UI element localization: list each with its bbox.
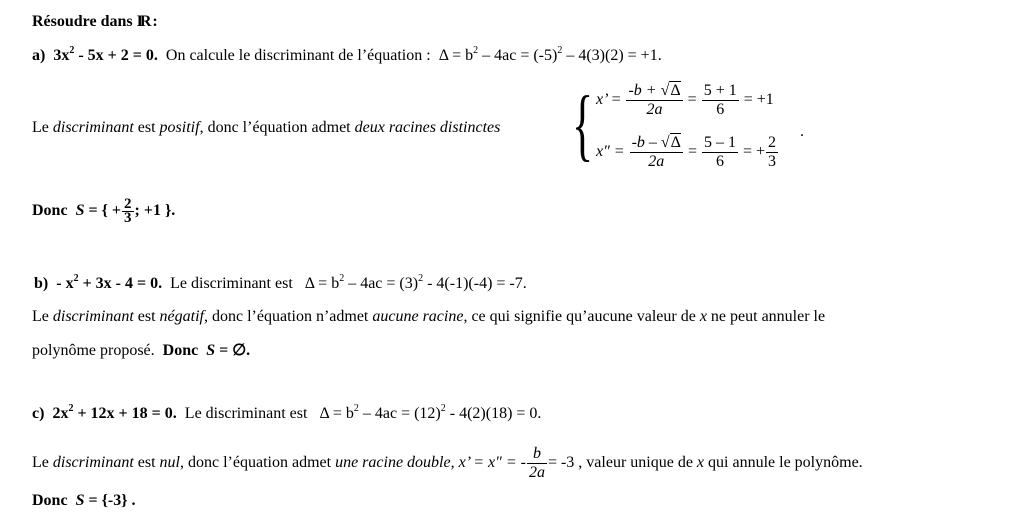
delta-start: Δ = b (319, 405, 354, 422)
eq-rest: - 5x + 2 = 0 (74, 47, 154, 64)
equals: = (687, 143, 697, 161)
part-a-sentence: On calcule le discriminant de l’équation : (165, 47, 431, 64)
text: , donc l’équation n’admet (203, 308, 373, 325)
num-delta: Δ (670, 134, 681, 151)
part-b-sentence: Le discriminant est (170, 275, 293, 292)
delta-mid: – 4ac = (3) (344, 275, 419, 292)
den: 3 (768, 153, 777, 170)
solution-value: = {-3} . (84, 492, 136, 509)
solution-fraction (122, 198, 134, 225)
text: , donc l’équation admet (180, 454, 336, 472)
part-c-equation-line (32, 404, 541, 426)
eq-rest: + 3x - 4 = 0 (78, 275, 159, 292)
den: 6 (716, 153, 724, 170)
title-colon: : (148, 13, 158, 30)
part-b-label: b) (34, 275, 49, 292)
num: b (527, 445, 547, 464)
text: Le (32, 119, 53, 136)
part-a-solution (32, 198, 175, 225)
exponent: 2 (473, 45, 479, 56)
donc-label: Donc (32, 492, 68, 509)
text: Le (32, 454, 53, 472)
root-2-values (702, 134, 738, 171)
part-c-solution (32, 491, 136, 511)
delta-mid: – 4ac = (12) (358, 405, 441, 422)
text: une racine double (335, 454, 451, 472)
text: x (696, 454, 705, 472)
equals: = (687, 91, 697, 109)
part-a-label: a) (32, 47, 46, 64)
solution-post: ; +1 }. (134, 202, 176, 220)
root-2-result-frac (766, 134, 778, 171)
text: discriminant (52, 454, 134, 472)
part-a-equation (53, 47, 158, 64)
eq-term: 3x (53, 47, 70, 64)
den: 2a (648, 153, 665, 170)
exponent: 2 (73, 273, 79, 284)
root-2-lhs: x″ = (596, 143, 625, 161)
delta-end: – 4(3)(2) = +1. (562, 47, 662, 64)
text: deux racines distinctes (354, 119, 501, 136)
donc-label: Donc (32, 202, 68, 220)
donc-label: Donc (162, 342, 199, 359)
text: Le (32, 308, 53, 325)
text: discriminant (52, 119, 134, 136)
double-root-fraction (527, 445, 547, 482)
part-b-delta (305, 275, 527, 292)
num: 2 (768, 134, 777, 151)
text: négatif (159, 308, 204, 325)
num: 2 (124, 196, 132, 212)
system-brace: { (572, 81, 594, 169)
part-c-sentence: Le discriminant est (184, 405, 308, 422)
part-c-delta (319, 405, 541, 422)
den: 2a (528, 464, 545, 481)
root-2-result-pre: = + (743, 143, 766, 161)
text: = -3 , valeur unique de (547, 454, 697, 472)
delta-end: - 4(-1)(-4) = -7. (423, 275, 527, 292)
root-2-line (596, 134, 779, 171)
exponent: 2 (418, 273, 424, 284)
delta-start: Δ = b (304, 275, 340, 292)
num-pre: -b – √ (631, 134, 670, 151)
delta-start: Δ = b (438, 47, 474, 64)
num-delta: Δ (670, 82, 681, 99)
text: x (699, 308, 707, 325)
text: est (133, 119, 160, 136)
exponent: 2 (69, 45, 75, 56)
part-c-label: c) (32, 405, 45, 422)
text: positif (159, 119, 200, 136)
text: , ce qui signifie qu’aucune valeur de (463, 308, 700, 325)
exponent: 2 (353, 403, 359, 414)
text: , donc l’équation admet (199, 119, 355, 136)
eq-sep: . (172, 405, 177, 422)
root-1-line (596, 82, 774, 119)
root-1-formula (626, 82, 682, 119)
num: 5 – 1 (704, 134, 736, 151)
eq-term: 2x (52, 405, 69, 422)
reals-symbol: IR (136, 13, 149, 30)
exponent: 2 (339, 273, 345, 284)
text: aucune racine (372, 308, 464, 325)
root-1-values (702, 82, 739, 119)
system-end-dot: . (800, 123, 804, 140)
part-b-equation-line (34, 274, 527, 296)
root-1-lhs: x’ = (596, 91, 622, 109)
title-text: Résoudre dans (32, 13, 133, 30)
solution-set-symbol: S (75, 202, 85, 220)
exponent: 2 (440, 403, 446, 414)
solution-pre: = { + (84, 202, 122, 220)
text: polynôme proposé. (32, 342, 155, 359)
exercise-title (32, 12, 158, 32)
text: nul (159, 454, 180, 472)
exponent: 2 (68, 403, 74, 414)
solution-empty: = ∅. (215, 342, 251, 359)
part-b-explanation (32, 307, 825, 327)
eq-term: - x (56, 275, 74, 292)
part-b-conclusion (32, 341, 250, 361)
solution-set-symbol: S (206, 342, 216, 359)
den: 2a (646, 101, 663, 118)
text: est (133, 308, 160, 325)
text: discriminant (52, 308, 134, 325)
root-1-result: = +1 (743, 91, 774, 109)
delta-mid: – 4ac = (-5) (478, 47, 558, 64)
part-b-equation (56, 275, 162, 292)
delta-end: - 4(2)(18) = 0. (445, 405, 542, 422)
den: 3 (124, 210, 132, 226)
eq-sep: . (153, 47, 158, 64)
num-pre: -b + √ (628, 82, 670, 99)
text: est (133, 454, 160, 472)
part-a-equation-line (32, 46, 662, 68)
exponent: 2 (557, 45, 563, 56)
eq-rest: + 12x + 18 = 0 (73, 405, 173, 422)
part-a-delta (439, 47, 662, 64)
num: 5 + 1 (703, 82, 737, 99)
eq-sep: . (158, 275, 163, 292)
part-a-explanation (32, 118, 500, 138)
text: qui annule le polynôme. (704, 454, 863, 472)
part-c-equation (52, 405, 176, 422)
text: ne peut annuler le (706, 308, 826, 325)
den: 6 (716, 101, 725, 118)
root-2-formula (630, 134, 683, 171)
part-c-explanation (32, 445, 863, 482)
solution-set-symbol: S (75, 492, 85, 509)
double-root: , x’ = x″ = - (450, 454, 526, 472)
